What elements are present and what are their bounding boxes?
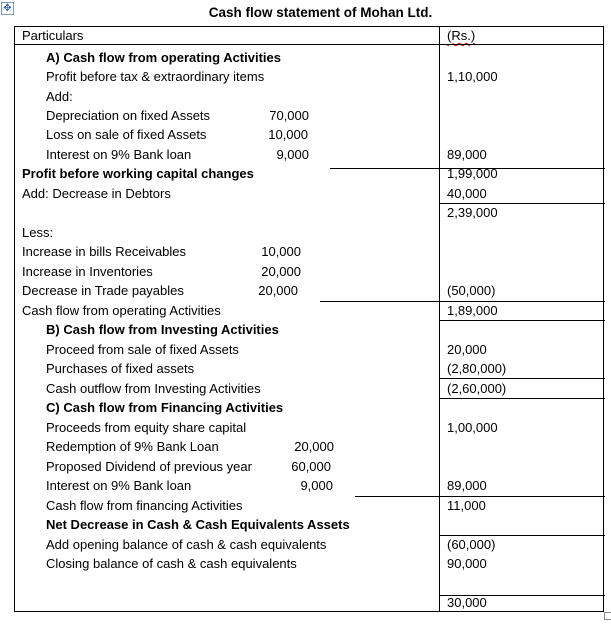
row-sub-amount: 9,000 bbox=[300, 478, 333, 493]
row-amount: 40,000 bbox=[447, 186, 487, 201]
row-sub-amount: 10,000 bbox=[261, 244, 301, 259]
table-row bbox=[0, 87, 611, 106]
row-label: A) Cash flow from operating Activities bbox=[46, 50, 281, 65]
row-label: Decrease in Trade payables bbox=[22, 283, 184, 298]
row-amount: 1,10,000 bbox=[447, 69, 498, 84]
table-row bbox=[0, 242, 611, 261]
table-row bbox=[0, 67, 611, 86]
row-label: Proceeds from equity share capital bbox=[46, 420, 247, 435]
table-row bbox=[0, 223, 611, 242]
row-label: Add: bbox=[46, 89, 73, 104]
row-amount: 1,99,000 bbox=[447, 166, 498, 181]
row-sub-amount: 9,000 bbox=[276, 147, 309, 162]
table-row bbox=[0, 457, 611, 476]
table-row bbox=[0, 320, 611, 339]
header-particulars-label: Particulars bbox=[22, 28, 84, 43]
table-row bbox=[0, 535, 611, 554]
table-row bbox=[0, 301, 611, 320]
row-amount: 89,000 bbox=[447, 478, 487, 493]
row-amount: 2,39,000 bbox=[447, 205, 498, 220]
row-label: Redemption of 9% Bank Loan bbox=[46, 439, 219, 454]
header-amount bbox=[447, 26, 475, 45]
table-row bbox=[0, 515, 611, 534]
row-label: Add: Decrease in Debtors bbox=[22, 186, 171, 201]
row-label: Depreciation on fixed Assets bbox=[46, 108, 211, 123]
table-row bbox=[0, 48, 611, 67]
table-row bbox=[0, 398, 611, 417]
row-label: Increase in bills Receivables bbox=[22, 244, 187, 259]
row-label: Loss on sale of fixed Assets bbox=[46, 127, 207, 142]
row-amount: 11,000 bbox=[447, 498, 486, 513]
table-row bbox=[0, 593, 611, 612]
row-label: Interest on 9% Bank loan bbox=[46, 478, 192, 493]
row-label: Less: bbox=[22, 225, 54, 240]
table-row bbox=[0, 164, 611, 183]
header-particulars bbox=[22, 26, 83, 45]
table-row bbox=[0, 418, 611, 437]
table-row bbox=[0, 125, 611, 144]
row-label: Profit before working capital changes bbox=[22, 166, 254, 181]
row-label: Increase in Inventories bbox=[22, 264, 153, 279]
row-sub-amount: 70,000 bbox=[269, 108, 309, 123]
table-row bbox=[0, 437, 611, 456]
row-amount: (2,80,000) bbox=[447, 361, 507, 376]
row-label: Closing balance of cash & cash equivalents bbox=[46, 556, 297, 571]
row-sub-amount: 20,000 bbox=[294, 439, 334, 454]
row-label: Cash outflow from Investing Activities bbox=[46, 381, 261, 396]
table-row bbox=[0, 574, 611, 593]
row-label: Interest on 9% Bank loan bbox=[46, 147, 192, 162]
table-row bbox=[0, 340, 611, 359]
table-row bbox=[0, 106, 611, 125]
row-sub-amount: 20,000 bbox=[261, 264, 301, 279]
row-label: Cash flow from operating Activities bbox=[22, 303, 221, 318]
row-label: Add opening balance of cash & cash equivalents bbox=[46, 537, 327, 552]
row-amount: 30,000 bbox=[447, 595, 487, 610]
header-amount-label: (Rs.) bbox=[447, 28, 476, 43]
row-amount: 20,000 bbox=[447, 342, 487, 357]
table-row bbox=[0, 145, 611, 164]
table-row bbox=[0, 262, 611, 281]
row-label: Profit before tax & extraordinary items bbox=[46, 69, 265, 84]
row-label: Proposed Dividend of previous year bbox=[46, 459, 252, 474]
row-label: Cash flow from financing Activities bbox=[46, 498, 243, 513]
table-row bbox=[0, 554, 611, 573]
table-move-handle-icon[interactable]: ✥ bbox=[1, 2, 14, 15]
row-amount: 90,000 bbox=[447, 556, 487, 571]
row-sub-amount: 60,000 bbox=[291, 459, 331, 474]
table-row bbox=[0, 496, 611, 515]
row-amount: 1,89,000 bbox=[447, 303, 498, 318]
row-label: Purchases of fixed assets bbox=[46, 361, 195, 376]
row-sub-amount: 20,000 bbox=[258, 283, 298, 298]
row-amount: (50,000) bbox=[447, 283, 496, 298]
row-label: Proceed from sale of fixed Assets bbox=[46, 342, 239, 357]
table-row bbox=[0, 184, 611, 203]
row-amount: 1,00,000 bbox=[447, 420, 498, 435]
row-label: C) Cash flow from Financing Activities bbox=[46, 400, 284, 415]
table-resize-handle-icon[interactable] bbox=[604, 612, 611, 620]
row-amount: 89,000 bbox=[447, 147, 487, 162]
table-row bbox=[0, 359, 611, 378]
row-sub-amount: 10,000 bbox=[268, 127, 308, 142]
table-row bbox=[0, 379, 611, 398]
document-title: Cash flow statement of Mohan Ltd. bbox=[208, 5, 433, 20]
row-label: Net Decrease in Cash & Cash Equivalents Assets bbox=[46, 517, 350, 532]
table-row bbox=[0, 476, 611, 495]
header-divider bbox=[14, 44, 604, 45]
table-row bbox=[0, 281, 611, 300]
row-amount: (60,000) bbox=[447, 537, 496, 552]
row-amount: (2,60,000) bbox=[447, 381, 507, 396]
row-label: B) Cash flow from Investing Activities bbox=[46, 322, 279, 337]
